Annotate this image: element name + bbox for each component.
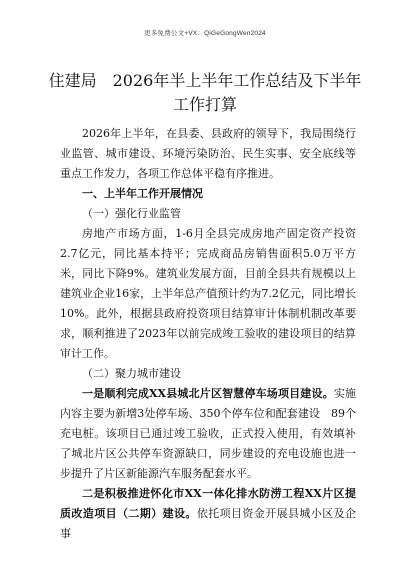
- header-note: 更多免费公文+VX：QiGeGongWen2024: [144, 30, 266, 37]
- title-line-2: 工作打算: [172, 95, 237, 114]
- item-2-lead: 二是积极推进怀化市XX一体化排水防涝工程XX片区提质改造项目（二期）建设。: [60, 487, 356, 520]
- item-1-text: 实施内容主要为新增3处停车场、350个停车位和配套建设 89个充电桩。该项目已通过竣工验收，正式投入使用，有效填补了城北片区公共停车资源缺口，同步建设的充电设施也进一步提升了片区新能源汽车服务配套水平。: [60, 387, 356, 480]
- document-title: [0, 69, 410, 117]
- item-2-paragraph: [60, 484, 356, 544]
- section-heading: 一、上半年工作开展情况: [82, 187, 203, 200]
- intro-paragraph: 2026年上半年，在县委、县政府的领导下，我局围绕行业监管、城市建设、环境污染防治、民生实事、安全底线等重点工作发力，各项工作总体平稳有序推进。: [60, 127, 356, 180]
- subsection-1-paragraph: 房地产市场方面，1-6月全县完成房地产固定资产投资2.7亿元，同比基本持平；完成商品房销售面积5.0万平方米，同比下降9%。建筑业发展方面，目前全县共有规模以上建筑业企业16家，上半年总产值预计约为7.2亿元，同比增长10%。此外，根据县政府投资项目结算审计体制机制改革要求，顺利推进了2023年以前完成竣工验收的建设项目的结算审计工作。: [60, 227, 356, 360]
- item-1-paragraph: [60, 384, 356, 484]
- subsection-heading-1: （一）强化行业监管: [82, 207, 181, 220]
- document-body: [60, 124, 356, 544]
- subsection-heading-2: （二）聚力城市建设: [82, 367, 181, 380]
- item-2-text: 依托项目资金开展县城小区及企事: [60, 507, 357, 540]
- item-1-lead: 一是顺利完成XX县城北片区智慧停车场项目建设。: [82, 387, 334, 400]
- title-line-1: 住建局 2026年半上半年工作总结及下半年: [48, 71, 362, 90]
